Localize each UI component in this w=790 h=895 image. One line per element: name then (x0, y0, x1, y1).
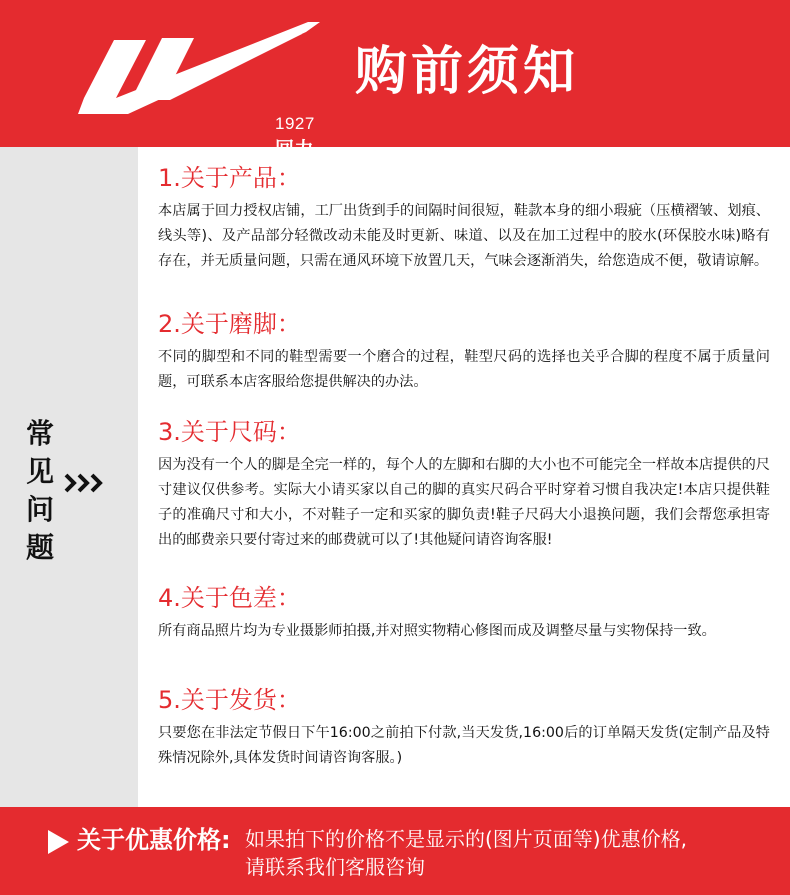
logo-year: 1927 (275, 114, 315, 133)
footer-banner (0, 807, 790, 895)
footer-label: 关于优惠价格: (77, 826, 231, 854)
brand-logo (70, 16, 330, 136)
page-title: 购前须知 (355, 42, 580, 102)
section-body: 所有商品照片均为专业摄影师拍摄,并对照实物精心修图而成及调整尽量与实物保持一致。 (158, 623, 716, 639)
section-body: 因为没有一个人的脚是全完一样的，每个人的左脚和右脚的大小也不可能完全一样故本店提供的尺寸建议仅供参考。实际大小请买家以自己的脚的真实尺码合平时穿着习惯自我决定!本店只提供鞋子的准确尺寸和大小，不对鞋子一定和买家的脚负责!鞋子尺码大小退换问题，我们会帮您承担寄出的邮费亲只要付寄过来的邮费就可以了!其他疑问请咨询客服! (158, 457, 770, 548)
sidebar-label-char: 见 (25, 455, 54, 488)
section-body: 只要您在非法定节假日下午16:00之前拍下付款,当天发货,16:00后的订单隔天发货(定制产品及特殊情况除外,具体发货时间请咨询客服。) (158, 725, 770, 766)
footer-text (245, 825, 765, 881)
footer-line-1: 如果拍下的价格不是显示的(图片页面等)优惠价格, (245, 827, 687, 851)
sidebar-label (22, 415, 58, 567)
sidebar-label-char: 常 (25, 417, 54, 450)
section-color (158, 583, 770, 644)
section-chafing (158, 309, 770, 395)
section-title: 1.关于产品： (158, 164, 301, 192)
section-product (158, 163, 770, 274)
sidebar-label-char: 题 (25, 531, 54, 564)
warrior-logo-icon (70, 16, 330, 116)
header-banner (0, 0, 790, 147)
section-title: 3.关于尺码： (158, 418, 301, 446)
sidebar-label-char: 问 (25, 493, 54, 526)
section-title: 2.关于磨脚： (158, 310, 301, 338)
triple-chevron-right-icon (64, 471, 110, 495)
section-title: 5.关于发货： (158, 686, 301, 714)
play-arrow-icon (46, 829, 70, 855)
section-size (158, 417, 770, 553)
sidebar-faq (0, 147, 138, 807)
section-shipping (158, 685, 770, 771)
footer-line-2: 请联系我们客服咨询 (245, 855, 425, 879)
faq-content (138, 147, 790, 807)
section-body: 不同的脚型和不同的鞋型需要一个磨合的过程，鞋型尺码的选择也关乎合脚的程度不属于质量问题，可联系本店客服给您提供解决的办法。 (158, 349, 770, 390)
section-body: 本店属于回力授权店铺，工厂出货到手的间隔时间很短，鞋款本身的细小瑕疵（压横褶皱、划痕、线头等)、及产品部分轻微改动未能及时更新、味道、以及在加工过程中的胶水(环保胶水味)略有存在，并无质量问题，只需在通风环境下放置几天，气味会逐渐消失，给您造成不便，敬请谅解。 (158, 203, 770, 269)
section-title: 4.关于色差： (158, 584, 301, 612)
